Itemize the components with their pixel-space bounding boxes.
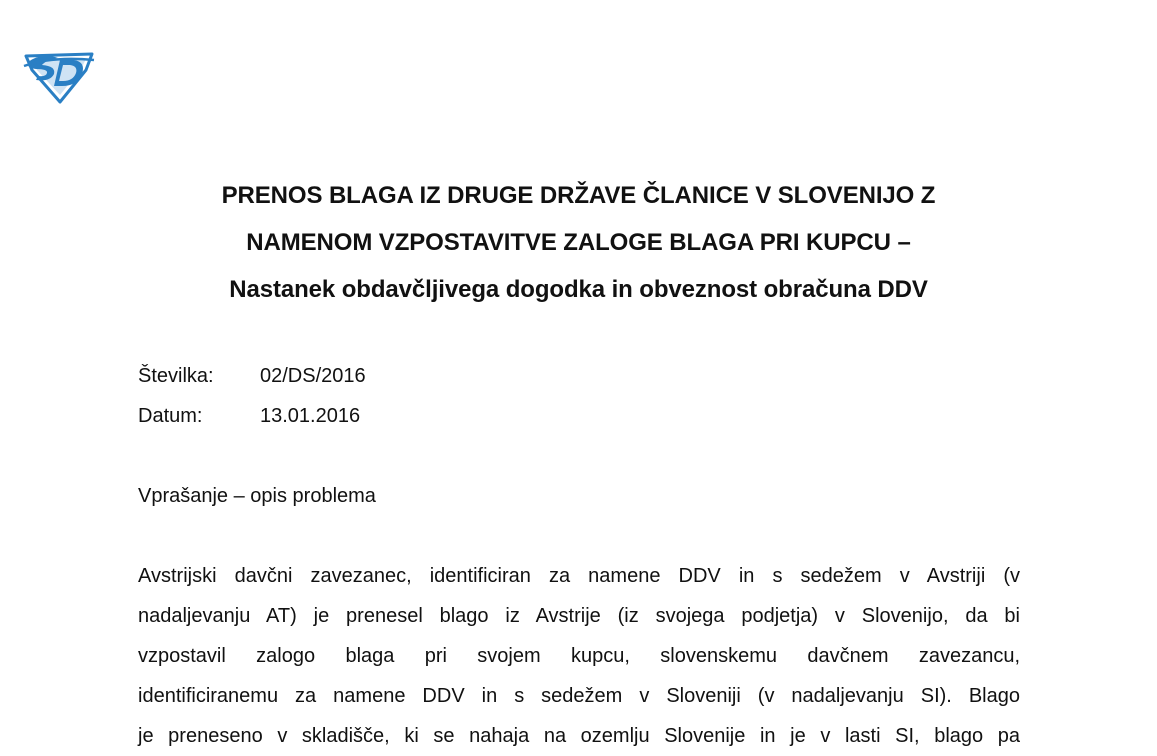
ds-shield-logo-icon [22,48,96,104]
number-row [138,356,366,396]
body-line: Avstrijski davčni zavezanec, identificiran za namene DDV in s sedežem v Avstriji (v [138,565,1020,587]
body-line: identificiranemu za namene DDV in s sedežem v Sloveniji (v nadaljevanju SI). Blago [138,685,1020,707]
number-label: Številka: [138,365,214,387]
question-heading: Vprašanje – opis problema [138,485,376,507]
body-line: je preneseno v skladišče, ki se nahaja na ozemlju Slovenije in je v lasti SI, blago pa [138,725,1020,747]
body-paragraph [138,556,1020,756]
title-line-3: Nastanek obdavčljivega dogodka in obveznost obračuna DDV [229,276,928,303]
date-label: Datum: [138,405,203,427]
title-line-1: PRENOS BLAGA IZ DRUGE DRŽAVE ČLANICE V SLOVENIJO Z [221,182,936,209]
document-meta [138,356,366,436]
date-row [138,396,366,436]
number-value: 02/DS/2016 [260,365,366,387]
body-line: nadaljevanju AT) je prenesel blago iz Avstrije (iz svojega podjetja) v Slovenijo, da bi [138,605,1020,627]
body-line: vzpostavil zalogo blaga pri svojem kupcu, slovenskemu davčnem zavezancu, [138,645,1020,667]
document-title [0,172,1157,313]
date-value: 13.01.2016 [260,405,361,427]
title-line-2: NAMENOM VZPOSTAVITVE ZALOGE BLAGA PRI KUPCU – [246,229,911,256]
